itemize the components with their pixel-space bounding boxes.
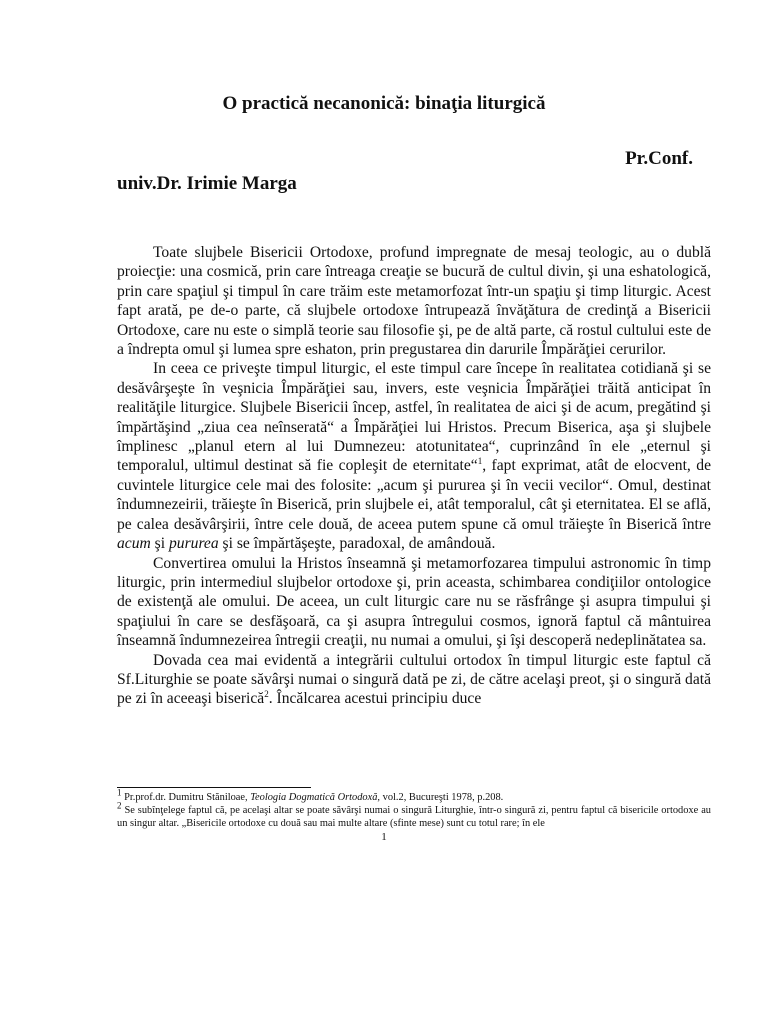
footnote-ref-1[interactable]: 1 [477, 456, 483, 467]
document-title: O practică necanonică: binaţia liturgică [222, 93, 546, 114]
footnote-1 [117, 787, 711, 804]
paragraph-2-part-4: şi se împărtăşeşte, paradoxal, de amândouă. [218, 535, 496, 553]
paragraph-1: Toate slujbele Bisericii Ortodoxe, profund impregnate de mesaj teologic, au o dublă proiecţie: una cosmică, prin care întreaga creaţie se bucură de cultul divin, şi una eshatologică, prin care spaţiul şi timpul în care trăim este metamorfozat într-un spaţiu şi timp liturgic. Acest fapt arată, pe de-o parte, că slujbele ortodoxe întrupează învăţătura de credinţă a Bisericii Ortodoxe, care nu este o simplă teorie sau filosofie şi, pe de altă parte, că rostul cultului este de a îndrepta omul şi lumea spre eshaton, prin pregustarea din darurile Împărăţiei cerurilor. [117, 244, 711, 359]
italic-acum: acum [117, 535, 151, 553]
footnote-ref-2[interactable]: 2 [264, 689, 269, 700]
paragraph-3: Convertirea omului la Hristos înseamnă şi metamorfozarea timpului astronomic în timp liturgic, prin intermediul slujbelor ortodoxe şi, prin aceasta, schimbarea condiţiilor ontologice de existenţă ale omului. De aceea, un cult liturgic care nu se răsfrânge şi asupra timpului şi spaţiului în care se desfăşoară, ca şi asupra întregului cosmos, ignoră faptul că mântuirea înseamnă îndumnezeirea întregii creaţii, nu numai a omului, şi îşi descoperă nedeplinătatea sa. [117, 554, 711, 650]
author-line-1: Pr.Conf. [625, 148, 693, 169]
author-line-2: univ.Dr. Irimie Marga [117, 173, 297, 194]
paragraph-2 [117, 359, 711, 553]
footnotes [117, 787, 711, 830]
footnote-separator [117, 787, 311, 788]
paragraph-4-part-1: Dovada cea mai evidentă a integrării cultului ortodox în timpul liturgic este faptul că Sf.Liturghie se poate săvârşi numai o singură dată pe zi, de către acelaşi preot, şi o singură dată pe zi în aceeaşi biserică [117, 651, 711, 708]
footnote-1-number: 1 [117, 787, 122, 798]
footnote-2 [117, 800, 711, 830]
paragraph-2-part-3: şi [150, 535, 169, 553]
footnote-1-pre: Pr.prof.dr. Dumitru Stăniloae, [121, 792, 251, 803]
paragraph-4-part-2: . Încălcarea acestui principiu duce [268, 690, 482, 708]
page-number: 1 [381, 831, 387, 843]
body-text [117, 243, 711, 709]
paragraph-2-part-2: , fapt exprimat, atât de elocvent, de cuvintele liturgice cele mai des folosite: „acum şi pururea şi în vecii vecilor“. Omul, destinat îndumnezeirii, trăieşte în Biserică, prin slujbele ei, atât temporalul, cât şi eternitatea. El se află, pe calea desăvârşirii, între cele două, de aceea putem spune că omul trăieşte în Biserică între [117, 457, 711, 533]
paragraph-4 [117, 651, 711, 709]
footnote-1-post: , vol.2, Bucureşti 1978, p.208. [377, 792, 504, 803]
paragraph-2-part-1: In ceea ce priveşte timpul liturgic, el este timpul care începe în realitatea cotidiană şi se desăvârşeşte în veşnicia Împărăţiei sau, invers, este veşnicia Împărăţiei trăită anticipat în realităţile liturgice. Slujbele Bisericii încep, astfel, în realitatea de aici şi de acum, pregătind şi împărtăşind „ziua cea neînserată“ a Împărăţiei lui Hristos. Precum Biserica, aşa şi slujbele împlinesc „planul etern al lui Dumnezeu: atotunitatea“, cuprinzând în ele „eternul şi temporalul, ultimul destinat să fie copleşit de eternitate“ [117, 360, 711, 475]
footnote-2-number: 2 [117, 800, 122, 811]
footnote-2-text: Se subînţelege faptul că, pe acelaşi altar se poate săvârşi numai o singură Liturghie, într-o singură zi, pentru faptul că bisericile ortodoxe au un singur altar. „Bisericile ortodoxe cu două sau mai multe altare (sfinte mese) sunt cu totul rare; în ele [117, 805, 711, 829]
italic-pururea: pururea [168, 535, 219, 553]
footnote-1-book-title: Teologia Dogmatică Ortodoxă [250, 792, 378, 803]
